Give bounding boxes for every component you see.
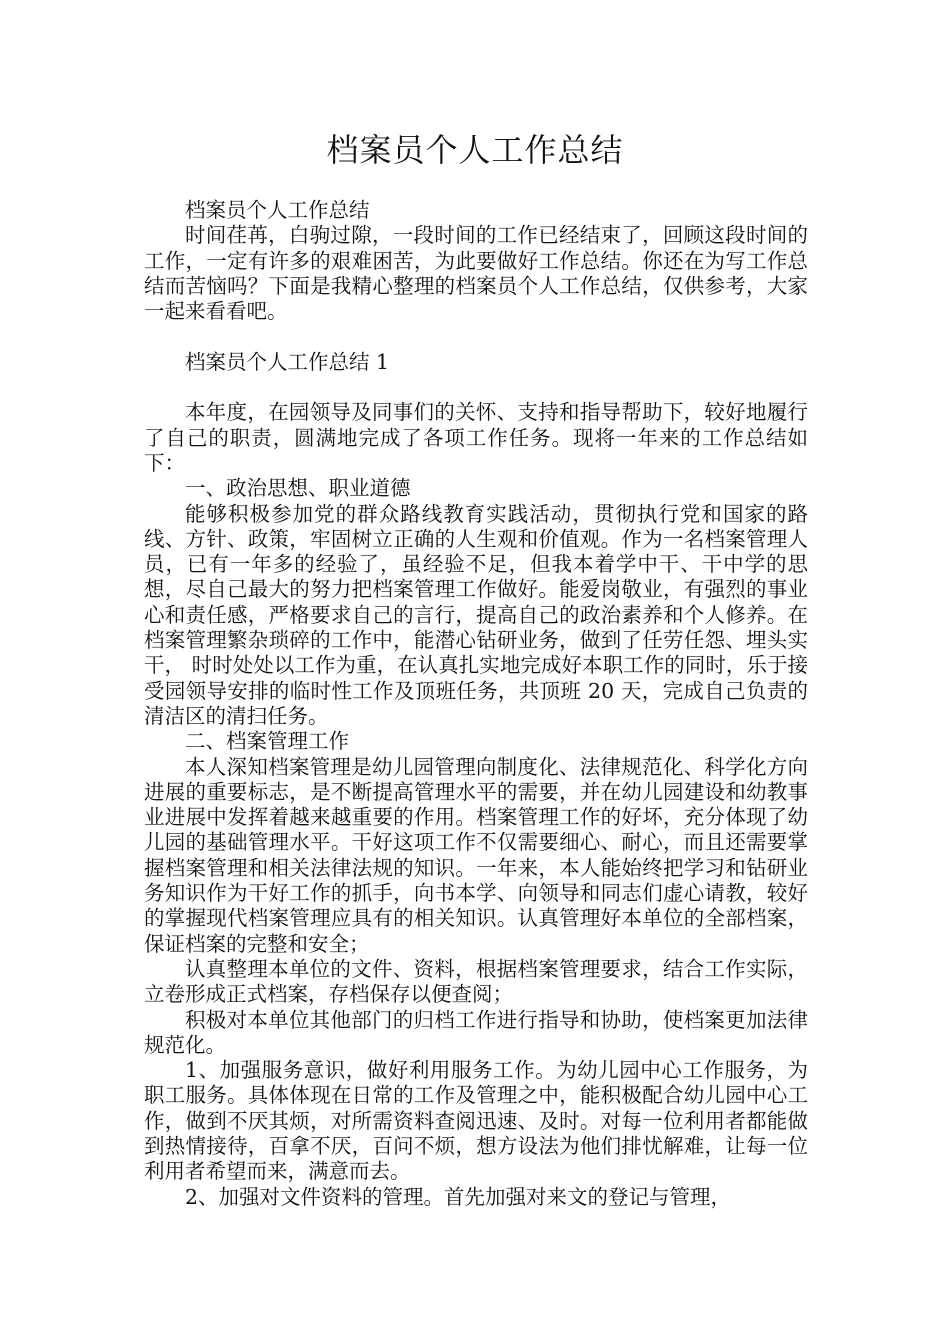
heading-politics-ethics: 一、政治思想、职业道德 [185,476,411,501]
paragraph-intro: 时间荏苒，白驹过隙，一段时间的工作已经结束了，回顾这段时间的工作，一定有许多的艰难困苦，为此要做好工作总结。你还在为写工作总结而苦恼吗？下面是我精心整理的档案员个人工作总结，仅供参考，大家一起来看看吧。 [144,223,808,324]
paragraph-archive-management: 本人深知档案管理是幼儿园管理向制度化、法律规范化、科学化方向进展的重要标志，是不断提高管理水平的需要，并在幼儿园建设和幼教事业进展中发挥着越来越重要的作用。档案管理工作的好坏，充分体现了幼儿园的基础管理水平。干好这项工作不仅需要细心、耐心，而且还需要掌握档案管理和相关法律法规的知识。一年来，本人能始终把学习和钻研业务知识作为干好工作的抓手，向书本学、向领导和同志们虚心请教，较好的掌握现代档案管理应具有的相关知识。认真管理好本单位的全部档案，保证档案的完整和安全； [144,754,808,956]
document-title: 档案员个人工作总结 [326,131,624,169]
section-heading-1: 档案员个人工作总结 1 [185,349,390,374]
paragraph-subtitle: 档案员个人工作总结 [185,198,370,222]
paragraph-overview: 本年度，在园领导及同事们的关怀、支持和指导帮助下，较好地履行了自己的职责，圆满地完成了各项工作任务。现将一年来的工作总结如下： [144,400,808,475]
document-body [144,198,808,1210]
paragraph-filing: 认真整理本单位的文件、资料，根据档案管理要求，结合工作实际，立卷形成正式档案，存档保存以便查阅； [144,956,808,1007]
paragraph-guidance: 积极对本单位其他部门的归档工作进行指导和协助，使档案更加法律规范化。 [144,1007,808,1057]
paragraph-service: 1、加强服务意识，做好利用服务工作。为幼儿园中心工作服务，为职工服务。具体体现在日常的工作及管理之中，能积极配合幼儿园中心工作，做到不厌其烦，对所需资料查阅迅速、及时。对每一位利用者都能做到热情接待，百拿不厌，百问不烦，想方设法为他们排忧解难，让每一位利用者希望而来，满意而去。 [144,1058,808,1184]
paragraph-politics-ethics: 能够积极参加党的群众路线教育实践活动，贯彻执行党和国家的路线、方针、政策，牢固树立正确的人生观和价值观。作为一名档案管理人员，已有一年多的经验了，虽经验不足，但我本着学中干、干中学的思想，尽自己最大的努力把档案管理工作做好。能爱岗敬业，有强烈的事业心和责任感，严格要求自己的言行，提高自己的政治素养和个人修养。在档案管理繁杂琐碎的工作中，能潜心钻研业务，做到了任劳任怨、埋头实干， 时时处处以工作为重，在认真扎实地完成好本职工作的同时，乐于接受园领导安排的临时性工作及顶班任务，共顶班 20 天，完成自己负责的清洁区的清扫任务。 [144,501,808,728]
heading-archive-management: 二、档案管理工作 [185,729,349,754]
paragraph-file-management: 2、加强对文件资料的管理。首先加强对来文的登记与管理， [185,1184,732,1209]
